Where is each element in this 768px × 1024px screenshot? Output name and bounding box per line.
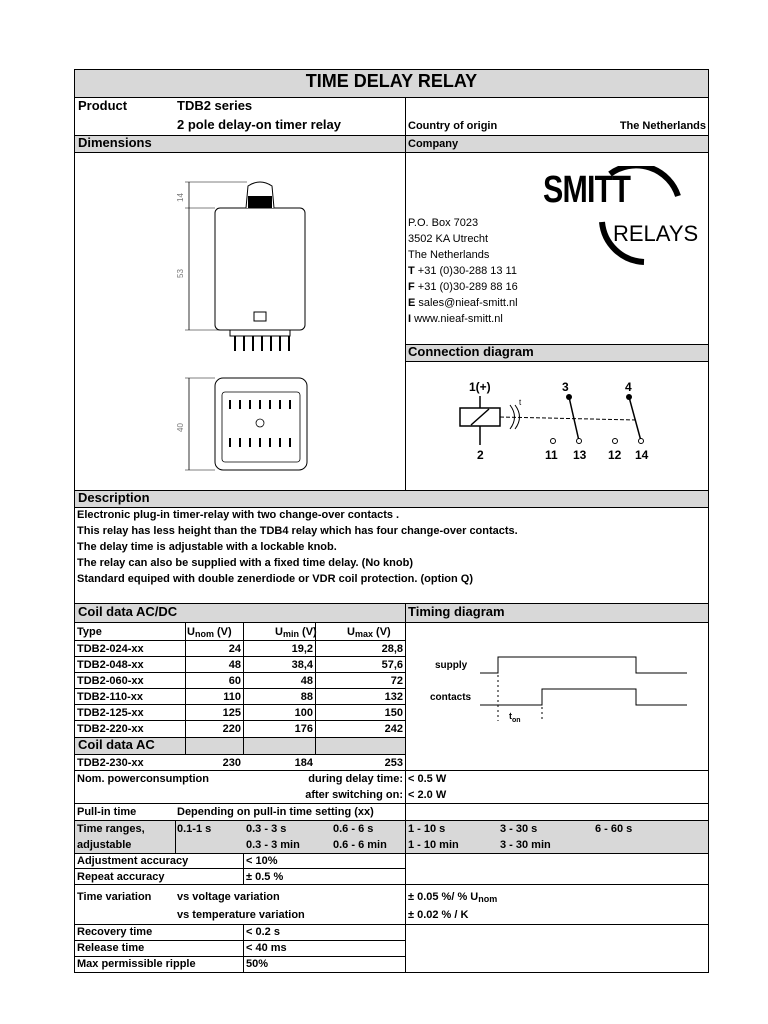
description-band <box>75 490 708 507</box>
range-value: 6 - 60 s <box>595 823 633 835</box>
power-delay-value: < 0.5 W <box>408 773 447 785</box>
company-label: Company <box>408 138 459 150</box>
coil-row-umax: 242 <box>384 723 403 735</box>
coil-row-unom: 125 <box>222 707 241 719</box>
col-type: Type <box>77 626 102 638</box>
dimensions-band <box>75 135 708 152</box>
connection-label: Connection diagram <box>408 344 534 359</box>
variation-voltage-value: ± 0.05 %/ % $U_{nom}$ <box>408 891 498 904</box>
company-address-2: 3502 KA Utrecht <box>408 233 489 245</box>
contact-email: E sales@nieaf-smitt.nl <box>408 297 518 309</box>
pin-12: 12 <box>608 448 622 462</box>
col-unom: $U_{nom}$ (V) <box>187 626 232 639</box>
adj-accuracy-value: < 10% <box>246 855 278 867</box>
recovery-label: Recovery time <box>77 926 153 938</box>
pin-13: 13 <box>573 448 587 462</box>
dimensions-label: Dimensions <box>78 135 152 150</box>
pin-3: 3 <box>562 380 569 394</box>
contact-web: I www.nieaf-smitt.nl <box>408 313 503 325</box>
connection-diagram <box>407 363 707 489</box>
range-value: 0.1-1 s <box>177 823 212 835</box>
coil-row-type: TDB2-110-xx <box>77 691 144 703</box>
logo-arc-icon <box>580 166 690 266</box>
coil-row-umin: 38,4 <box>291 659 313 671</box>
coil-row-type: TDB2-048-xx <box>77 659 144 671</box>
contact-phone: T +31 (0)30-288 13 11 <box>408 265 517 277</box>
pin-4: 4 <box>625 380 632 394</box>
col-umin: $U_{min}$ (V) <box>275 626 317 639</box>
description-line-1: Electronic plug-in timer-relay with two change-over contacts . <box>77 509 400 521</box>
dim-height-value: 53 <box>176 269 185 278</box>
description-line-4: The relay can also be supplied with a fixed time delay. (No knob) <box>77 557 413 569</box>
pullin-label: Pull-in time <box>77 806 137 818</box>
repeat-accuracy-value: ± 0.5 % <box>246 871 284 883</box>
variation-temp-label: vs temperature variation <box>177 909 305 921</box>
origin-value: The Netherlands <box>619 120 706 132</box>
company-address-1: P.O. Box 7023 <box>408 217 479 229</box>
coil-row-type: TDB2-024-xx <box>77 643 144 655</box>
coil-row-unom: 24 <box>228 643 241 655</box>
timing-supply-label: supply <box>435 660 468 671</box>
coil-ac-unom: 230 <box>222 757 241 769</box>
range-value: 0.6 - 6 s <box>333 823 374 835</box>
range-value: 0.3 - 3 min <box>246 839 300 851</box>
coil-row-umin: 100 <box>294 707 313 719</box>
recovery-value: < 0.2 s <box>246 926 280 938</box>
product-series: TDB2 series <box>177 98 253 113</box>
coil-row-umax: 132 <box>384 691 403 703</box>
repeat-accuracy-label: Repeat accuracy <box>77 871 165 883</box>
power-delay-label: during delay time: <box>308 773 403 785</box>
coil-ac-label: Coil data AC <box>78 737 155 752</box>
coil-ac-umax: 253 <box>384 757 403 769</box>
dimensions-drawing <box>175 160 335 480</box>
coil-row-umax: 28,8 <box>381 643 403 655</box>
ranges-label-1: Time ranges, <box>77 823 145 835</box>
power-after-value: < 2.0 W <box>408 789 447 801</box>
product-label: Product <box>78 98 128 113</box>
range-value: 3 - 30 min <box>500 839 551 851</box>
timer-symbol: t <box>519 398 522 407</box>
pin-11: 11 <box>545 448 558 462</box>
description-line-3: The delay time is adjustable with a lockable knob. <box>77 541 337 553</box>
contact-fax: F +31 (0)30-289 88 16 <box>408 281 518 293</box>
pin-1: 1(+) <box>469 380 491 394</box>
release-label: Release time <box>77 942 145 954</box>
range-value: 0.3 - 3 s <box>246 823 287 835</box>
coil-row-umax: 150 <box>384 707 403 719</box>
range-value: 1 - 10 s <box>408 823 446 835</box>
coil-row-unom: 220 <box>222 723 241 735</box>
coil-row-umin: 48 <box>300 675 313 687</box>
coil-row-type: TDB2-220-xx <box>77 723 144 735</box>
product-description: 2 pole delay-on timer relay <box>177 117 342 132</box>
ripple-label: Max permissible ripple <box>77 958 196 970</box>
range-value: 1 - 10 min <box>408 839 459 851</box>
coil-acdc-label: Coil data AC/DC <box>78 604 178 619</box>
timing-label: Timing diagram <box>408 604 505 619</box>
company-address-3: The Netherlands <box>408 249 490 261</box>
coil-row-type: TDB2-125-xx <box>77 707 144 719</box>
variation-voltage-label: vs voltage variation <box>177 891 280 903</box>
coil-row-umin: 176 <box>294 723 313 735</box>
description-line-2: This relay has less height than the TDB4 relay which has four change-over contacts. <box>77 525 518 537</box>
datasheet <box>74 69 709 973</box>
coil-row-umin: 88 <box>300 691 313 703</box>
range-value: 0.6 - 6 min <box>333 839 387 851</box>
timing-ton-label: $t_{on}$ <box>509 711 521 724</box>
page-title: TIME DELAY RELAY <box>305 71 478 91</box>
dim-top-value: 14 <box>176 193 185 202</box>
origin-label: Country of origin <box>408 120 498 132</box>
dim-width-value: 40 <box>176 423 185 432</box>
coil-row-type: TDB2-060-xx <box>77 675 144 687</box>
adj-accuracy-label: Adjustment accuracy <box>77 855 189 867</box>
coil-ac-umin: 184 <box>294 757 313 769</box>
timing-contacts-label: contacts <box>430 692 472 703</box>
range-value: 3 - 30 s <box>500 823 538 835</box>
description-label: Description <box>78 490 150 505</box>
coil-row-umin: 19,2 <box>291 643 313 655</box>
timing-diagram <box>415 635 705 755</box>
coil-row-umax: 57,6 <box>381 659 403 671</box>
pin-2: 2 <box>477 448 484 462</box>
pullin-value: Depending on pull-in time setting (xx) <box>177 806 374 818</box>
variation-label: Time variation <box>77 891 152 903</box>
coil-row-unom: 48 <box>228 659 241 671</box>
power-label: Nom. powerconsumption <box>77 773 209 785</box>
description-line-5: Standard equiped with double zenerdiode or VDR coil protection. (option Q) <box>77 573 473 585</box>
pin-14: 14 <box>635 448 649 462</box>
logo-relays: RELAYS <box>613 221 699 246</box>
ranges-label-2: adjustable <box>77 839 132 851</box>
variation-temp-value: ± 0.02 % / K <box>408 909 469 921</box>
coil-ac-type: TDB2-230-xx <box>77 757 144 769</box>
col-umax: $U_{max}$ (V) <box>347 626 391 639</box>
coil-row-unom: 60 <box>228 675 241 687</box>
coil-row-unom: 110 <box>223 691 241 703</box>
ripple-value: 50% <box>246 958 269 970</box>
coil-row-umax: 72 <box>390 675 403 687</box>
release-value: < 40 ms <box>246 942 287 954</box>
power-after-label: after switching on: <box>305 789 403 801</box>
logo-smitt: SMITT <box>543 169 631 211</box>
